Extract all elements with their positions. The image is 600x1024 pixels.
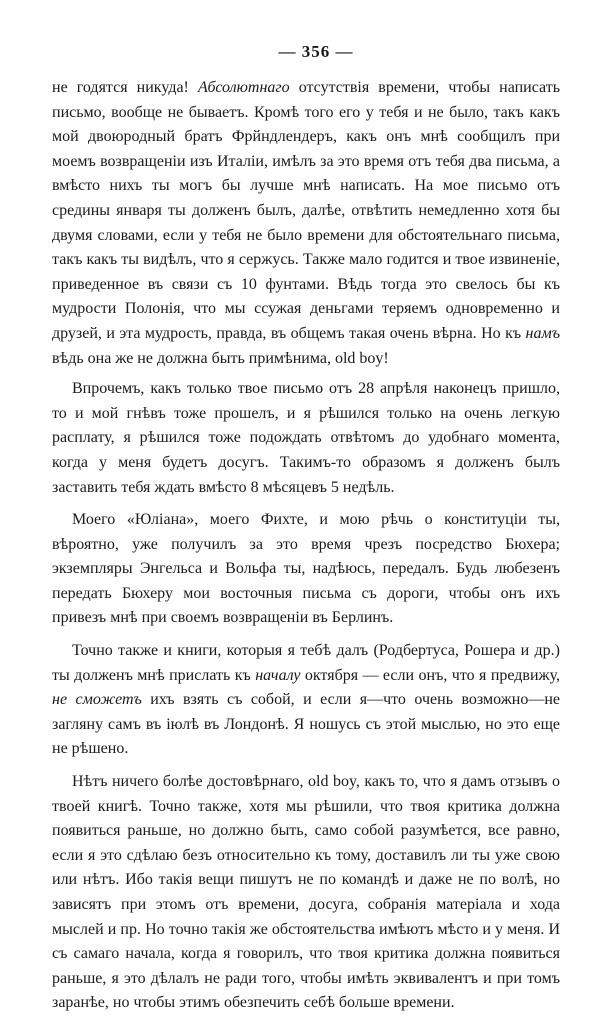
text-run: Точно также и книги, которыя я тебѣ далъ (Родбертуса, Рошера и др.) ты долженъ мнѣ прислать къ [52, 642, 560, 684]
emphasized-text: намъ [525, 324, 560, 342]
text-run: не годятся никуда! [52, 79, 198, 96]
paragraph-5 [52, 770, 560, 1016]
paragraph-2 [52, 377, 560, 500]
document-page [52, 42, 560, 1024]
paragraph-4 [52, 639, 560, 762]
text-run: вѣдь она же не должна быть примѣнима, old boy! [52, 349, 389, 367]
paragraph-1 [52, 76, 560, 371]
text-run: октября — если онъ, что я предвижу, [300, 666, 560, 684]
text-run: ихъ взять съ собой, и если я—что очень возможно—не загляну самъ въ іюлѣ въ Лондонѣ. Я ношусь съ этой мыслью, но это еще не рѣшено. [52, 691, 561, 758]
emphasized-text: не сможетъ [52, 691, 142, 709]
text-run: Нѣтъ ничего болѣе достовѣрнаго, old boy, какъ то, что я дамъ отзывъ о твоей книгѣ. Точно также, хотя мы рѣшили, что твоя критика должна появиться раньше, но должно быть, само собой разумѣется, все равно, если я это сдѣлаю безъ относительно къ тому, доставилъ ли ты уже свою или нѣтъ. Ибо такія вещи пишутъ не по командѣ и даже не по волѣ, но зависятъ при этомъ отъ времени, досуга, собранія матеріала и хода мыслей и пр. Но точно такія же обстоятельства имѣютъ мѣсто и у меня. И съ самаго начала, когда я говорилъ, что твоя критика должна появиться раньше, я это дѣлалъ не ради того, чтобы имѣть эквивалентъ и при томъ заранѣе, но чтобы этимъ обезпечить себѣ больше времени. [52, 773, 560, 1012]
emphasized-text: Абсолютнаго [197, 79, 290, 96]
text-run: Впрочемъ, какъ только твое письмо отъ 28 апрѣля наконецъ пришло, то и мой гнѣвъ тоже прошелъ, и я рѣшился только на очень легкую расплату, я рѣшился тоже подождать отвѣтомъ до удобнаго момента, когда у меня будетъ досугъ. Такимъ-то образомъ я долженъ былъ заставить тебя ждать вмѣсто 8 мѣсяцевъ 5 недѣль. [52, 380, 560, 496]
paragraph-3 [52, 508, 560, 631]
emphasized-text: началу [255, 666, 301, 684]
text-run: Моего «Юліана», моего Фихте, и мою рѣчь о конституціи ты, вѣроятно, уже получилъ за это время чрезъ посредство Бюхера; экземпляры Энгельса и Вольфа ты, надѣюсь, передалъ. Будь любезенъ передать Бюхеру мои восточныя письма съ дороги, чтобы онъ ихъ привезъ мнѣ при своемъ возвращеніи въ Берлинъ. [52, 511, 560, 627]
text-run: отсутствія времени, чтобы написать письмо, вообще не бываетъ. Кромѣ того его у тебя и не было, такъ какъ мой двоюродный братъ Фрйндлендеръ, какъ онъ мнѣ сообщилъ при моемъ возвращеніи изъ Италіи, имѣлъ за это время отъ тебя два письма, а вмѣсто нихъ ты могъ бы лучше мнѣ написать. На мое письмо отъ средины января ты долженъ былъ, далѣе, отвѣтить немедленно хотя бы двумя словами, если у тебя не было времени для обстоятельнаго письма, такъ какъ ты видѣлъ, что я сержусь. Также мало годится и твое извиненіе, приведенное въ связи съ 10 фунтами. Вѣдь тогда это свелось бы къ мудрости Полонія, что мы ссужая деньгами теряемъ одновременно и друзей, и эта мудрость, правда, въ общемъ такая очень вѣрна. Но къ [52, 79, 561, 342]
page-number: — 356 — [278, 42, 354, 61]
